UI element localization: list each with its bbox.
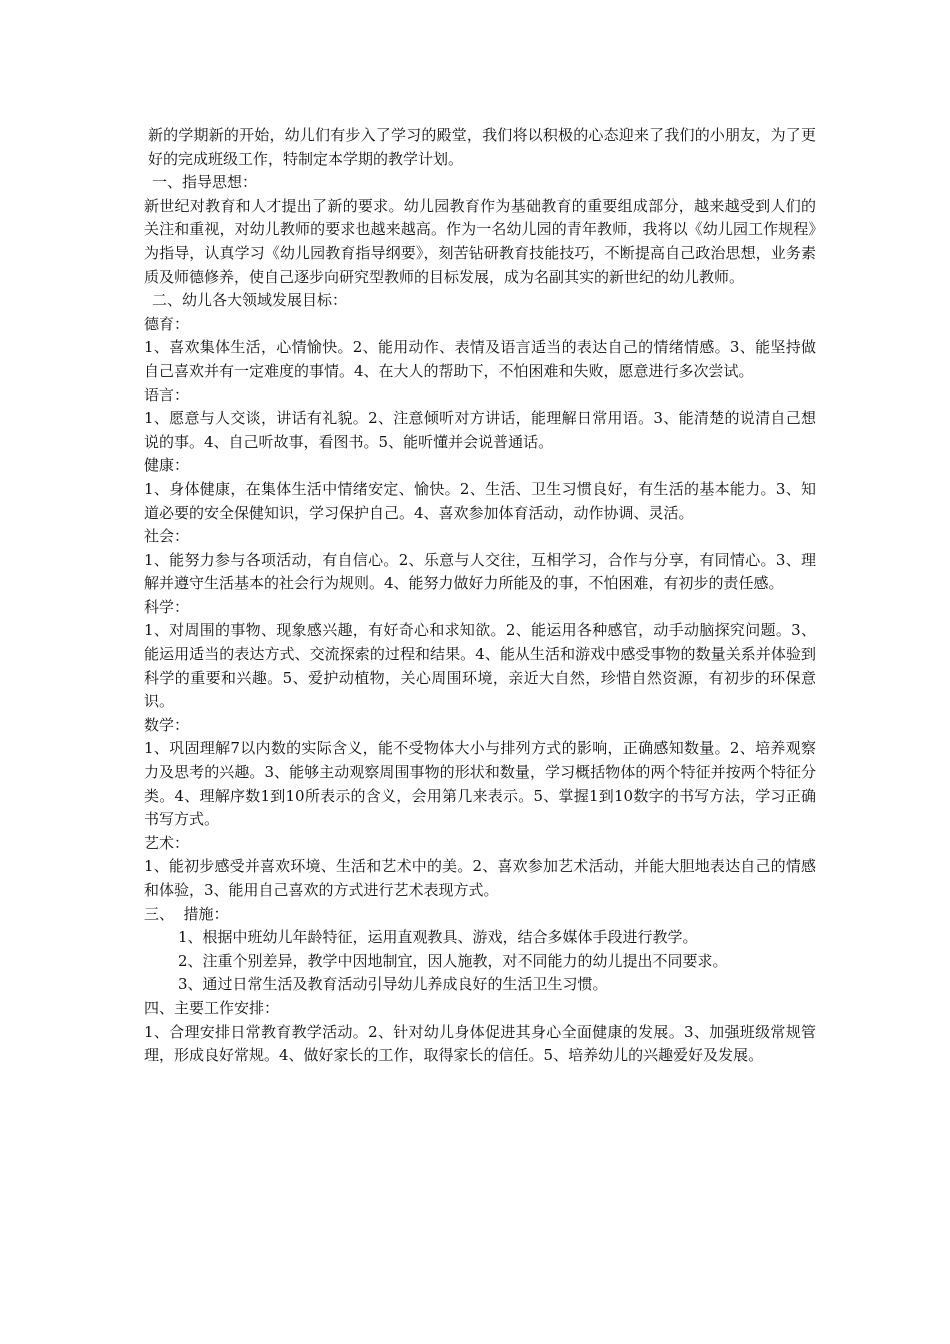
domain-label-health: 健康： <box>144 456 190 475</box>
domain-text-health: 1、身体健康，在集体生活中情绪安定、愉快。2、生活、卫生习惯良好，有生活的基本能力。3、知道必要的安全保健知识，学习保护自己。4、喜欢参加体育活动，动作协调、灵活。 <box>144 479 816 522</box>
domain-text-social: 1、能努力参与各项活动，有自信心。2、乐意与人交往，互相学习，合作与分享，有同情心。3、理解并遵守生活基本的社会行为规则。4、能努力做好力所能及的事，不怕困难，有初步的责任感。 <box>144 550 816 593</box>
section-4-heading: 四、主要工作安排： <box>144 998 280 1017</box>
domain-label-math: 数学： <box>144 715 190 734</box>
measure-item-2: 2、注重个别差异，教学中因地制宜，因人施教，对不同能力的幼儿提出不同要求。 <box>178 951 728 970</box>
domain-label-moral: 德育： <box>144 314 190 333</box>
section-1-body: 新世纪对教育和人才提出了新的要求。幼儿园教育作为基础教育的重要组成部分，越来越受到人们的关注和重视，对幼儿教师的要求也越来越高。作为一名幼儿园的青年教师，我将以《幼儿园工作规程》为指导，认真学习《幼儿园教育指导纲要》，刻苦钻研教育技能技巧，不断提高自己政治思想，业务素质及师德修养，使自己逐步向研究型教师的目标发展，成为名副其实的新世纪的幼儿教师。 <box>144 196 816 286</box>
domain-text-science: 1、对周围的事物、现象感兴趣，有好奇心和求知欲。2、能运用各种感官，动手动脑探究问题。3、能运用适当的表达方式、交流探索的过程和结果。4、能从生活和游戏中感受事物的数量关系并体验到科学的重要和兴趣。5、爱护动植物，关心周围环境，亲近大自然，珍惜自然资源，有初步的环保意识。 <box>144 621 816 711</box>
domain-text-language: 1、愿意与人交谈，讲话有礼貌。2、注意倾听对方讲话，能理解日常用语。3、能清楚的说清自己想说的事。4、自己听故事，看图书。5、能听懂并会说普通话。 <box>144 409 816 451</box>
domain-label-science: 科学： <box>144 597 190 616</box>
domain-label-social: 社会： <box>144 527 190 546</box>
domain-label-language: 语言： <box>144 385 190 404</box>
intro-paragraph: 新的学期新的开始，幼儿们有步入了学习的殿堂，我们将以积极的心态迎来了我们的小朋友，为了更好的完成班级工作，特制定本学期的教学计划。 <box>148 126 816 168</box>
section-4-body: 1、合理安排日常教育教学活动。2、针对幼儿身体促进其身心全面健康的发展。3、加强班级常规管理，形成良好常规。4、做好家长的工作，取得家长的信任。5、培养幼儿的兴趣爱好及发展。 <box>144 1022 816 1065</box>
document-page <box>144 124 816 1068</box>
measure-item-3: 3、通过日常生活及教育活动引导幼儿养成良好的生活卫生习惯。 <box>178 975 608 994</box>
section-2-heading: 二、幼儿各大领域发展目标： <box>152 291 348 310</box>
domain-text-moral: 1、喜欢集体生活，心情愉快。2、能用动作、表情及语言适当的表达自己的情绪情感。3、能坚持做自己喜欢并有一定难度的事情。4、在大人的帮助下，不怕困难和失败，愿意进行多次尝试。 <box>144 338 816 380</box>
domain-label-art: 艺术： <box>144 833 190 852</box>
domain-text-math: 1、巩固理解7以内数的实际含义，能不受物体大小与排列方式的影响，正确感知数量。2、培养观察力及思考的兴趣。3、能够主动观察周围事物的形状和数量，学习概括物体的两个特征并按两个特征分类。4、理解序数1到10所表示的含义，会用第几来表示。5、掌握1到10数字的书写方法，学习正确书写方式。 <box>144 739 816 829</box>
measure-item-1: 1、根据中班幼儿年龄特征，运用直观教具、游戏，结合多媒体手段进行教学。 <box>178 928 698 947</box>
section-3-heading: 三、 措施： <box>144 904 229 923</box>
section-1-heading: 一、指导思想： <box>152 173 258 192</box>
domain-text-art: 1、能初步感受并喜欢环境、生活和艺术中的美。2、喜欢参加艺术活动，并能大胆地表达自己的情感和体验，3、能用自己喜欢的方式进行艺术表现方式。 <box>144 857 816 899</box>
